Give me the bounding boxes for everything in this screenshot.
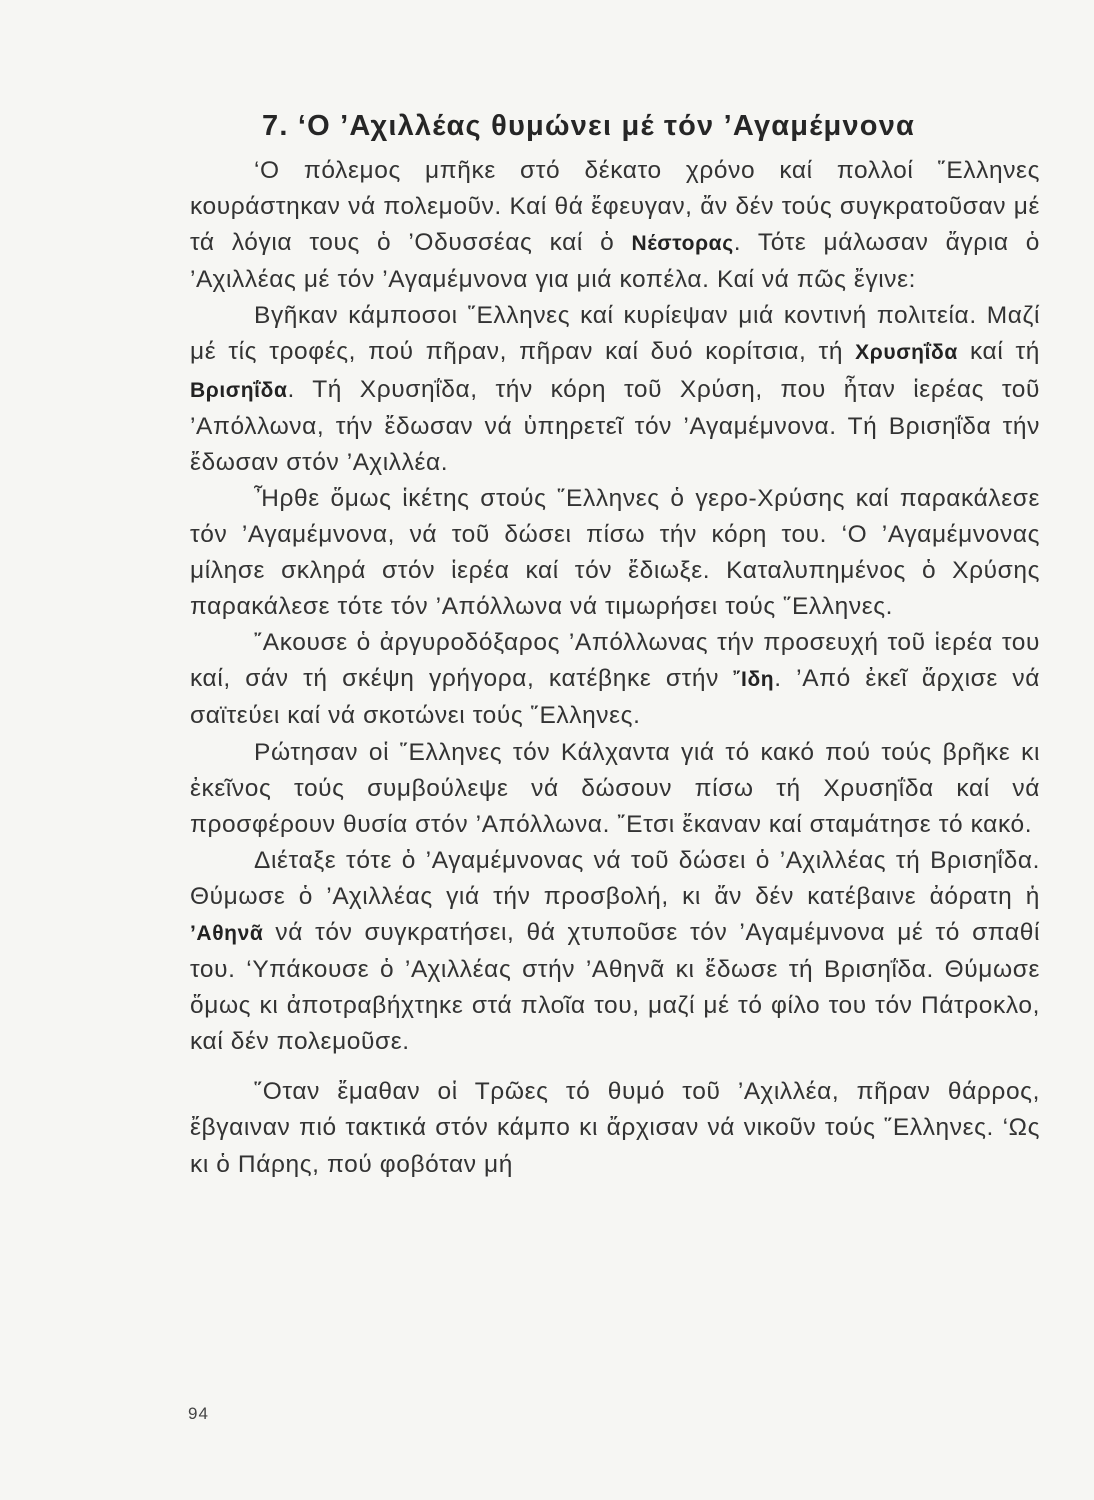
bold-name: Βρισηΐδα xyxy=(190,378,288,402)
text-run: . Τότε μάλωσαν ἄγρια ὁ ’Αχιλλέας μέ τόν ’Αγαμέμνονα για μιά κοπέλα. Καί νά πῶς ἔγινε: xyxy=(190,229,1040,294)
bold-name: ῎Ιδη xyxy=(733,668,775,692)
text-run: Βγῆκαν κάμποσοι ῞Ελληνες καί κυρίεψαν μιά κοντινή πολιτεία. Μαζί μέ τίς τροφές, πού πῆραν, πῆραν καί δυό κορίτσια, τή xyxy=(190,302,1040,366)
paragraph xyxy=(190,843,1040,1061)
text-run: καί τή xyxy=(957,338,1040,366)
chapter-title: 7. ‘Ο ’Αχιλλέας θυμώνει μέ τόν ’Αγαμέμνονα xyxy=(262,110,916,142)
text-run: ‘Ο πόλεμος μπῆκε στό δέκατο χρόνο καί πολλοί ῞Ελληνες κουράστηκαν νά πολεμοῦν. Καί θά ἔφευγαν, ἄν δέν τούς συγκρατοῦσαν μέ τά λόγια τους ὁ ’Οδυσσέας καί ὁ xyxy=(190,157,1040,257)
page-number: 94 xyxy=(188,1404,209,1423)
text-run: Διέταξε τότε ὁ ’Αγαμέμνονας νά τοῦ δώσει ὁ ’Αχιλλέας τή Βρισηΐδα. Θύμωσε ὁ ’Αχιλλέας γιά τήν προσβολή, κι ἄν δέν κατέβαινε ἀόρατη ἡ xyxy=(190,846,1040,910)
text-run: ῞Οταν ἔμαθαν οἱ Τρῶες τό θυμό τοῦ ’Αχιλλέα, πῆραν θάρρος, ἔβγαιναν πιό τακτικά στόν κάμπο κι ἄρχισαν νά νικοῦν τούς ῞Ελληνες. ‘Ως κι ὁ Πάρης, πού φοβόταν μή xyxy=(190,1078,1040,1178)
paragraph xyxy=(190,1074,1040,1182)
paragraph xyxy=(190,298,1040,480)
text-run: Ἦρθε ὅμως ἱκέτης στούς ῞Ελληνες ὁ γερο-Χρύσης καί παρακάλεσε τόν ’Αγαμέμνονα, νά τοῦ δώσει πίσω τήν κόρη του. ‘Ο ’Αγαμέμνονας μίλησε σκληρά στόν ἱερέα καί τόν ἔδιωξε. Καταλυπημένος ὁ Χρύσης παρακάλεσε τότε τόν ’Απόλλωνα νά τιμωρήσει τούς ῞Ελληνες. xyxy=(190,484,1040,621)
paragraph xyxy=(190,153,1040,298)
bold-name: Νέστορας xyxy=(631,232,734,256)
text-run: ῎Ακουσε ὁ ἀργυροδόξαρος ’Απόλλωνας τήν προσευχή τοῦ ἱερέα του καί, σάν τή σκέψη γρήγορα, κατέβηκε στήν xyxy=(190,629,1040,693)
paragraph xyxy=(190,735,1040,843)
paragraph xyxy=(190,625,1040,734)
text-run: νά τόν συγκρατήσει, θά χτυποῦσε τόν ’Αγαμέμνονα μέ τό σπαθί του. ‘Υπάκουσε ὁ ’Αχιλλέας στήν ’Αθηνᾶ κι ἔδωσε τή Βρισηΐδα. Θύμωσε ὅμως κι ἀποτραβήχτηκε στά πλοῖα του, μαζί μέ τό φίλο του τόν Πάτροκλο, καί δέν πολεμοῦσε. xyxy=(190,918,1040,1056)
text-run: . Τή Χρυσηΐδα, τήν κόρη τοῦ Χρύση, που ἦταν ἱερέας τοῦ ’Απόλλωνα, τήν ἔδωσαν νά ὑπηρετεῖ τόν ’Αγαμέμνονα. Τή Βρισηΐδα τήν ἔδωσαν στόν ’Αχιλλέα. xyxy=(190,375,1040,476)
bold-name: ’Αθηνᾶ xyxy=(190,921,264,945)
text-run: . ’Από ἐκεῖ ἄρχισε νά σαϊτεύει καί νά σκοτώνει τούς ῞Ελληνες. xyxy=(190,665,1040,730)
chapter-body xyxy=(190,153,1040,1183)
text-run: Ρώτησαν οἱ ῞Ελληνες τόν Κάλχαντα γιά τό κακό πού τούς βρῆκε κι ἐκεῖνος τούς συμβούλεψε νά δώσουν πίσω τή Χρυσηΐδα καί νά προσφέρουν θυσία στόν ’Απόλλωνα. ῎Ετσι ἔκαναν καί σταμάτησε τό κακό. xyxy=(190,738,1040,838)
paragraph xyxy=(190,481,1040,625)
bold-name: Χρυσηΐδα xyxy=(855,341,958,365)
